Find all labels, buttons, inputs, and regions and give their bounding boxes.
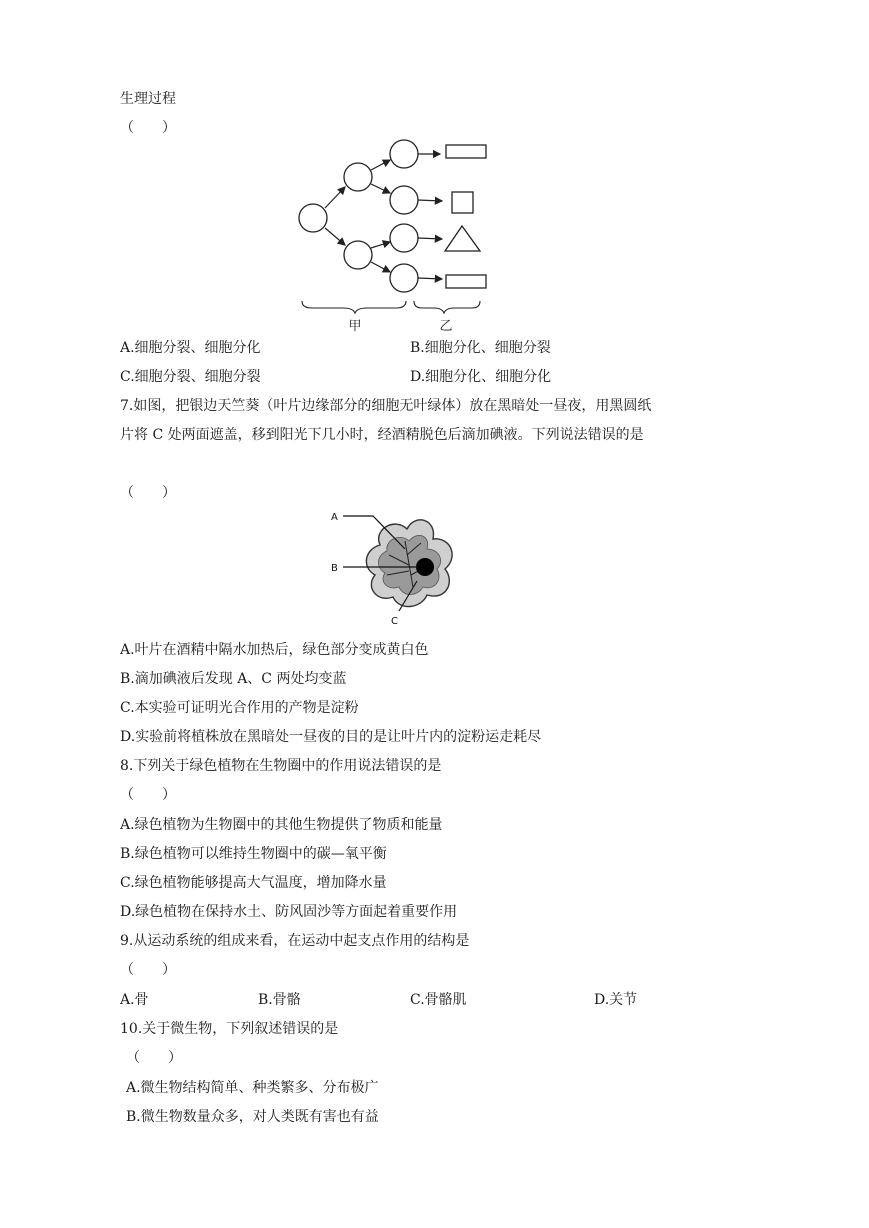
brace-left (302, 301, 406, 313)
q7-option-c: C.本实验可证明光合作用的产物是淀粉 (120, 700, 359, 716)
q6-stem-tail: 生理过程 (120, 91, 176, 107)
q8-answer-paren: （ ） (120, 787, 176, 803)
q6-option-c: C.细胞分裂、细胞分裂 (120, 369, 261, 385)
cell-upper (344, 163, 372, 191)
q7-stem-line2: 片将 C 处两面遮盖，移到阳光下几小时，经酒精脱色后滴加碘液。下列说法错误的是 (120, 427, 644, 443)
q8-stem: 8.下列关于绿色植物在生物圈中的作用说法错误的是 (120, 758, 442, 774)
q10-option-b: B.微生物数量众多，对人类既有害也有益 (126, 1109, 379, 1125)
tissue-rect-bottom (446, 275, 486, 288)
label-c: C (391, 616, 398, 627)
label-jia: 甲 (348, 319, 362, 334)
q7-option-b: B.滴加碘液后发现 A、C 两处均变蓝 (120, 671, 347, 687)
brace-right (414, 301, 480, 313)
label-a: A (331, 512, 338, 523)
cell-2 (390, 186, 418, 214)
q8-option-c: C.绿色植物能够提高大气温度，增加降水量 (120, 875, 387, 891)
q8-option-d: D.绿色植物在保持水土、防风固沙等方面起着重要作用 (120, 904, 458, 920)
cell-3 (390, 224, 418, 252)
q6-option-d: D.细胞分化、细胞分化 (410, 369, 552, 385)
q7-option-a: A.叶片在酒精中隔水加热后，绿色部分变成黄白色 (120, 642, 429, 658)
q8-option-b: B.绿色植物可以维持生物圈中的碳—氧平衡 (120, 846, 387, 862)
tissue-rect-top (446, 145, 486, 158)
q9-option-c: C.骨骼肌 (410, 992, 467, 1008)
tissue-triangle (445, 226, 480, 251)
q9-stem: 9.从运动系统的组成来看，在运动中起支点作用的结构是 (120, 933, 470, 949)
cell-division-diagram (290, 135, 500, 335)
q9-answer-paren: （ ） (120, 962, 176, 978)
q6-option-b: B.细胞分化、细胞分裂 (410, 340, 551, 356)
leaf-diagram (325, 505, 475, 630)
q8-option-a: A.绿色植物为生物圈中的其他生物提供了物质和能量 (120, 817, 443, 833)
q7-option-d: D.实验前将植株放在黑暗处一昼夜的目的是让叶片内的淀粉运走耗尽 (120, 729, 542, 745)
q9-option-b: B.骨骼 (258, 992, 301, 1008)
cell-lower (344, 241, 372, 269)
q9-option-d: D.关节 (594, 992, 638, 1008)
label-b: B (331, 563, 338, 574)
cell-1 (390, 140, 418, 168)
label-yi: 乙 (439, 319, 453, 334)
cell-4 (390, 264, 418, 292)
q7-answer-paren: （ ） (120, 485, 176, 501)
q10-stem: 10.关于微生物，下列叙述错误的是 (120, 1021, 339, 1037)
q6-answer-paren: （ ） (120, 120, 176, 136)
q6-option-a: A.细胞分裂、细胞分化 (120, 340, 261, 356)
q10-answer-paren: （ ） (126, 1050, 182, 1066)
q7-stem-line1: 7.如图，把银边天竺葵（叶片边缘部分的细胞无叶绿体）放在黑暗处一昼夜，用黑圆纸 (120, 398, 652, 414)
tissue-square (452, 192, 473, 213)
q10-option-a: A.微生物结构简单、种类繁多、分布极广 (126, 1080, 379, 1096)
cell-origin (299, 204, 327, 232)
q9-option-a: A.骨 (120, 992, 149, 1008)
